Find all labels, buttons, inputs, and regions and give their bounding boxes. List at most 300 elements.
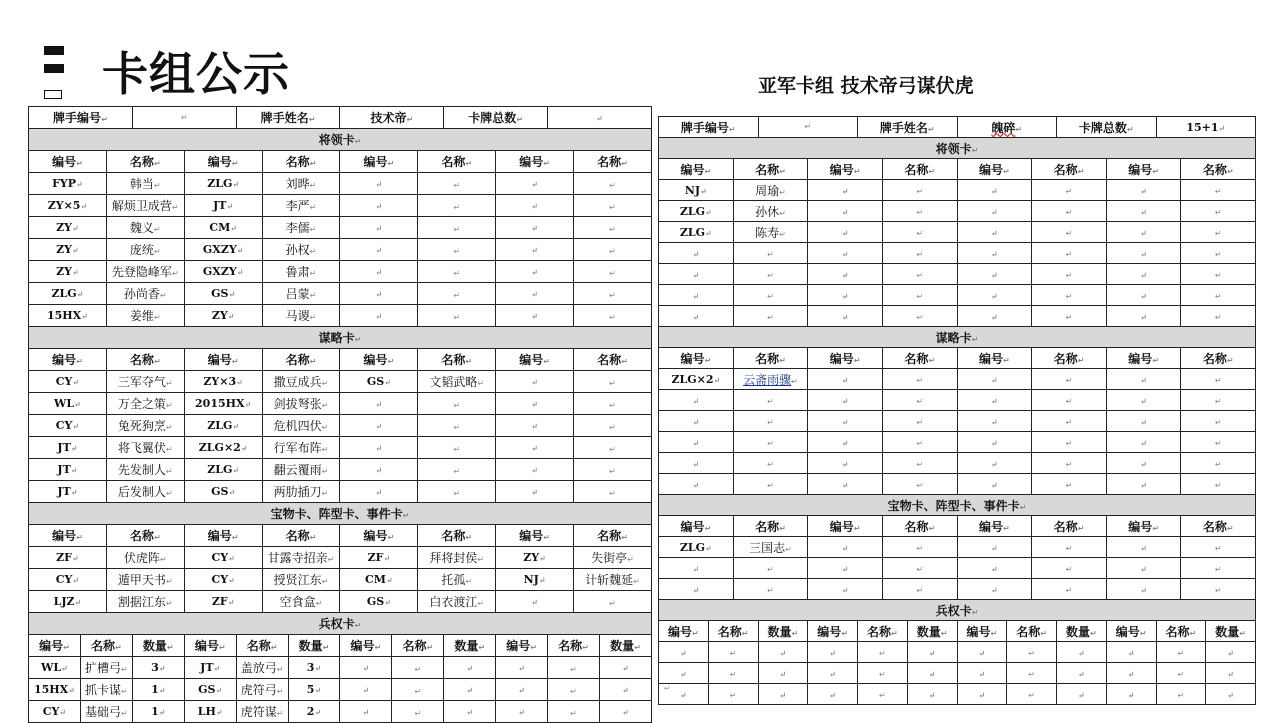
card-quantity: 5↵ (288, 679, 340, 701)
card-code: ↵ (1106, 432, 1181, 453)
card-name: ↵ (574, 459, 652, 481)
card-code: ↵ (808, 579, 883, 600)
card-code: ↵ (1106, 558, 1181, 579)
card-name: 行军布阵↵ (262, 437, 340, 459)
strategy-header-row (659, 348, 1256, 369)
qty-header: 数量↵ (132, 635, 184, 657)
card-code: ZY×5↵ (29, 195, 107, 217)
weapon-header-row (659, 621, 1256, 642)
card-quantity: ↵ (907, 663, 957, 684)
card-name: 吕蒙↵ (262, 283, 340, 305)
card-name: ↵ (574, 305, 652, 327)
card-name: ↵ (1181, 411, 1256, 432)
player-name-label: 牌手姓名↵ (236, 107, 340, 129)
card-code: ↵ (340, 283, 418, 305)
strategy-section-row (659, 327, 1256, 348)
code-header: 编号↵ (1106, 348, 1181, 369)
card-code: ↵ (340, 393, 418, 415)
card-name: ↵ (882, 474, 957, 495)
card-code: ↵ (1106, 579, 1181, 600)
card-name: ↵ (733, 243, 808, 264)
code-header: 编号↵ (29, 525, 107, 547)
player-id-label: 牌手编号↵ (659, 117, 759, 138)
name-header: 名称↵ (733, 159, 808, 180)
card-code: GS↵ (340, 591, 418, 613)
card-code: ZLG↵ (184, 415, 262, 437)
card-name: ↵ (1032, 537, 1107, 558)
card-name: ↵ (418, 239, 496, 261)
treasure-section-title: 宝物卡、阵型卡、事件卡↵ (659, 495, 1256, 516)
card-name: ↵ (1181, 579, 1256, 600)
card-name: 两肋插刀↵ (262, 481, 340, 503)
card-name: ↵ (882, 453, 957, 474)
card-name: ↵ (418, 195, 496, 217)
code-header: 编号↵ (1106, 516, 1181, 537)
card-name: ↵ (1032, 432, 1107, 453)
card-name: ↵ (418, 437, 496, 459)
card-code: ↵ (808, 285, 883, 306)
table-row (659, 243, 1256, 264)
code-header: 编号↵ (340, 151, 418, 173)
qty-header: 数量↵ (1057, 621, 1107, 642)
table-row (659, 684, 1256, 705)
code-header: 编号↵ (808, 621, 858, 642)
card-name: ↵ (1181, 264, 1256, 285)
card-code: ↵ (496, 481, 574, 503)
card-code: ↵ (957, 579, 1032, 600)
card-name: ↵ (858, 684, 908, 705)
card-code: GS↵ (184, 283, 262, 305)
card-name: ↵ (1181, 474, 1256, 495)
card-code: ↵ (957, 453, 1032, 474)
name-header: 名称↵ (1032, 516, 1107, 537)
name-header: 名称↵ (1181, 516, 1256, 537)
name-header: 名称↵ (548, 635, 600, 657)
card-code: ↵ (808, 684, 858, 705)
table-row (29, 459, 652, 481)
card-quantity: ↵ (1206, 642, 1256, 663)
card-code: ↵ (659, 285, 734, 306)
strategy-section-title: 谋略卡↵ (29, 327, 652, 349)
table-row (659, 390, 1256, 411)
card-quantity: ↵ (758, 663, 808, 684)
card-name: 伏虎阵↵ (106, 547, 184, 569)
card-name: ↵ (882, 558, 957, 579)
card-name: ↵ (574, 591, 652, 613)
deck-title: 亚军卡组 技术帝弓谋伏虎 (758, 75, 974, 97)
card-name: ↵ (1007, 684, 1057, 705)
card-name: ↵ (1156, 642, 1206, 663)
card-name: ↵ (574, 415, 652, 437)
name-header: 名称↵ (1156, 621, 1206, 642)
card-name: ↵ (882, 432, 957, 453)
name-header: 名称↵ (882, 348, 957, 369)
code-header: 编号↵ (340, 525, 418, 547)
card-code: GXZY↵ (184, 261, 262, 283)
card-name: ↵ (418, 393, 496, 415)
weapon-section-title: 兵权卡↵ (29, 613, 652, 635)
card-name: ↵ (1181, 222, 1256, 243)
card-code: ↵ (957, 684, 1007, 705)
card-name: 后发制人↵ (106, 481, 184, 503)
card-name: 空食盒↵ (262, 591, 340, 613)
card-name: ↵ (548, 657, 600, 679)
table-row (29, 217, 652, 239)
card-name: ↵ (733, 285, 808, 306)
card-name: ↵ (733, 474, 808, 495)
card-name: 将飞翼伏↵ (106, 437, 184, 459)
name-header: 名称↵ (1032, 159, 1107, 180)
name-header: 名称↵ (106, 349, 184, 371)
card-code: ↵ (340, 305, 418, 327)
card-code: FYP↵ (29, 173, 107, 195)
card-name: 遁甲天书↵ (106, 569, 184, 591)
card-code: ↵ (957, 663, 1007, 684)
card-code: ↵ (1106, 369, 1181, 390)
code-header: 编号↵ (29, 151, 107, 173)
card-code: CY↵ (184, 569, 262, 591)
card-code: CY↵ (184, 547, 262, 569)
code-header: 编号↵ (957, 348, 1032, 369)
card-total-value: 15+1↵ (1156, 117, 1256, 138)
name-header: 名称↵ (882, 159, 957, 180)
player-id-label: 牌手编号↵ (29, 107, 133, 129)
card-code: ↵ (1106, 222, 1181, 243)
card-name: ↵ (733, 411, 808, 432)
card-quantity: ↵ (444, 701, 496, 723)
table-row (29, 261, 652, 283)
name-header: 名称↵ (106, 525, 184, 547)
card-code: 15HX↵ (29, 679, 81, 701)
card-name: ↵ (418, 261, 496, 283)
card-name: ↵ (733, 306, 808, 327)
card-code: ↵ (496, 415, 574, 437)
card-name: 万全之策↵ (106, 393, 184, 415)
table-row (659, 432, 1256, 453)
card-code: ↵ (659, 432, 734, 453)
card-name: ↵ (1032, 453, 1107, 474)
card-code: ↵ (340, 437, 418, 459)
card-name: 割据江东↵ (106, 591, 184, 613)
card-code: ↵ (808, 558, 883, 579)
card-code: ↵ (340, 415, 418, 437)
card-code: LH↵ (184, 701, 236, 723)
card-code: ↵ (496, 591, 574, 613)
card-code: CY↵ (29, 569, 107, 591)
card-quantity: ↵ (444, 657, 496, 679)
table-row (659, 663, 1256, 684)
name-header: 名称↵ (882, 516, 957, 537)
table-row (29, 283, 652, 305)
card-total-label: 卡牌总数↵ (1057, 117, 1157, 138)
card-name: ↵ (882, 411, 957, 432)
code-header: 编号↵ (184, 635, 236, 657)
code-header: 编号↵ (496, 635, 548, 657)
card-code: ↵ (1106, 684, 1156, 705)
card-code: ↵ (1106, 453, 1181, 474)
card-name: 剑拔弩张↵ (262, 393, 340, 415)
card-code: ↵ (957, 537, 1032, 558)
card-quantity: ↵ (907, 642, 957, 663)
code-header: 编号↵ (957, 516, 1032, 537)
card-code: CY↵ (29, 701, 81, 723)
code-header: 编号↵ (496, 349, 574, 371)
card-quantity: ↵ (599, 657, 651, 679)
card-code: ↵ (496, 195, 574, 217)
card-code: 15HX↵ (29, 305, 107, 327)
card-code: ↵ (808, 369, 883, 390)
card-name: 文韬武略↵ (418, 371, 496, 393)
card-code: ↵ (496, 261, 574, 283)
strategy-section-row (29, 327, 652, 349)
card-name: 白衣渡江↵ (418, 591, 496, 613)
card-code: ZLG↵ (659, 201, 734, 222)
general-header-row (659, 159, 1256, 180)
card-code: JT↵ (184, 195, 262, 217)
card-name: 孙尚香↵ (106, 283, 184, 305)
card-code: ↵ (808, 390, 883, 411)
card-code: ZLG↵ (659, 222, 734, 243)
card-code: JT↵ (29, 481, 107, 503)
card-name: ↵ (418, 283, 496, 305)
card-code: ↵ (1106, 474, 1181, 495)
card-code: ↵ (659, 264, 734, 285)
card-name: ↵ (858, 663, 908, 684)
logo-bar-2 (44, 64, 64, 73)
card-total-label: 卡牌总数↵ (444, 107, 548, 129)
card-name: 兔死狗烹↵ (106, 415, 184, 437)
card-name: ↵ (574, 239, 652, 261)
card-code: ↵ (957, 201, 1032, 222)
card-code: ↵ (957, 243, 1032, 264)
card-name: 孙权↵ (262, 239, 340, 261)
card-quantity: ↵ (599, 701, 651, 723)
name-header: 名称↵ (1181, 159, 1256, 180)
card-name: ↵ (882, 222, 957, 243)
card-code: CY↵ (29, 415, 107, 437)
card-code: ↵ (496, 371, 574, 393)
card-name: ↵ (392, 679, 444, 701)
card-name: ↵ (418, 173, 496, 195)
qty-header: 数量↵ (444, 635, 496, 657)
card-name: 姜维↵ (106, 305, 184, 327)
treasure-header-row (659, 516, 1256, 537)
card-quantity: ↵ (1206, 684, 1256, 705)
card-name: 三国志↵ (733, 537, 808, 558)
card-code: NJ↵ (496, 569, 574, 591)
name-header: 名称↵ (262, 151, 340, 173)
name-header: 名称↵ (574, 349, 652, 371)
card-name: 云斋雨骤↵ (733, 369, 808, 390)
card-code: ↵ (808, 243, 883, 264)
strategy-section-title: 谋略卡↵ (659, 327, 1256, 348)
card-code: CY↵ (29, 371, 107, 393)
card-name: 失街亭↵ (574, 547, 652, 569)
card-code: ↵ (496, 283, 574, 305)
table-row (29, 547, 652, 569)
card-code: ↵ (1106, 642, 1156, 663)
card-quantity: ↵ (599, 679, 651, 701)
card-name: ↵ (574, 437, 652, 459)
name-header: 名称↵ (262, 525, 340, 547)
card-name: 孙休↵ (733, 201, 808, 222)
general-section-row (29, 129, 652, 151)
table-row (659, 642, 1256, 663)
card-code: ↵ (808, 222, 883, 243)
card-code: ZLG↵ (184, 459, 262, 481)
weapon-section-row (29, 613, 652, 635)
qty-header: 数量↵ (599, 635, 651, 657)
page-title: 卡组公示 (102, 47, 290, 101)
right-decklist-table (658, 116, 1256, 705)
card-code: ↵ (340, 261, 418, 283)
card-name: 刘晔↵ (262, 173, 340, 195)
card-name: ↵ (418, 305, 496, 327)
card-name: ↵ (1032, 222, 1107, 243)
card-code: ZF↵ (184, 591, 262, 613)
table-row (29, 415, 652, 437)
card-name: ↵ (392, 657, 444, 679)
table-row (659, 369, 1256, 390)
qty-header: 数量↵ (1206, 621, 1256, 642)
card-name: ↵ (733, 264, 808, 285)
card-name: 周瑜↵ (733, 180, 808, 201)
treasure-section-title: 宝物卡、阵型卡、事件卡↵ (29, 503, 652, 525)
card-name: 翻云覆雨↵ (262, 459, 340, 481)
card-code: ↵ (659, 306, 734, 327)
qty-header: 数量↵ (758, 621, 808, 642)
card-name: 盖放弓↵ (236, 657, 288, 679)
card-code: ↵ (496, 701, 548, 723)
name-header: 名称↵ (418, 151, 496, 173)
card-quantity: ↵ (758, 684, 808, 705)
code-header: 编号↵ (340, 635, 392, 657)
table-row (659, 180, 1256, 201)
card-code: ↵ (340, 701, 392, 723)
card-name: ↵ (392, 701, 444, 723)
card-name: ↵ (1032, 390, 1107, 411)
table-row (29, 701, 652, 723)
code-header: 编号↵ (808, 516, 883, 537)
card-code: ZY×3↵ (184, 371, 262, 393)
card-name: 托孤↵ (418, 569, 496, 591)
card-code: 2015HX↵ (184, 393, 262, 415)
card-name: ↵ (418, 459, 496, 481)
card-code: ↵ (496, 305, 574, 327)
general-section-title: 将领卡↵ (29, 129, 652, 151)
table-row (659, 558, 1256, 579)
weapon-section-title: 兵权卡↵ (659, 600, 1256, 621)
info-row (29, 107, 652, 129)
card-name: ↵ (574, 393, 652, 415)
card-total-value: ↵ (548, 107, 652, 129)
player-name-label: 牌手姓名↵ (858, 117, 958, 138)
strategy-header-row (29, 349, 652, 371)
card-name: ↵ (418, 415, 496, 437)
card-name: 虎符谋↵ (236, 701, 288, 723)
card-name: ↵ (1032, 369, 1107, 390)
card-name: 庞统↵ (106, 239, 184, 261)
table-row (659, 306, 1256, 327)
card-code: ↵ (808, 474, 883, 495)
card-code: ↵ (659, 453, 734, 474)
card-name: ↵ (574, 371, 652, 393)
card-name: ↵ (548, 679, 600, 701)
card-code: ↵ (957, 264, 1032, 285)
card-code: ↵ (496, 173, 574, 195)
card-name: ↵ (1032, 558, 1107, 579)
card-name: 先登隐峰军↵ (106, 261, 184, 283)
card-quantity: 1↵ (132, 701, 184, 723)
card-code: ↵ (496, 217, 574, 239)
card-code: ↵ (496, 393, 574, 415)
table-row (659, 579, 1256, 600)
card-name: 李儒↵ (262, 217, 340, 239)
code-header: 编号↵ (184, 349, 262, 371)
card-code: GXZY↵ (184, 239, 262, 261)
card-code: GS↵ (184, 679, 236, 701)
card-quantity: ↵ (1206, 663, 1256, 684)
card-code: ↵ (659, 411, 734, 432)
player-name-value: 魄碎↵ (957, 117, 1057, 138)
stray-paragraph-mark: ↵ (664, 684, 671, 693)
code-header: 编号↵ (957, 159, 1032, 180)
card-code: ZLG↵ (659, 537, 734, 558)
name-header: 名称↵ (858, 621, 908, 642)
info-row (659, 117, 1256, 138)
card-name: 虎符弓↵ (236, 679, 288, 701)
card-name: 魏义↵ (106, 217, 184, 239)
card-name: ↵ (733, 432, 808, 453)
card-name: ↵ (882, 369, 957, 390)
table-row (659, 474, 1256, 495)
card-code: NJ↵ (659, 180, 734, 201)
card-code: ↵ (808, 537, 883, 558)
card-name: 先发制人↵ (106, 459, 184, 481)
card-name: ↵ (1181, 180, 1256, 201)
card-code: ZF↵ (29, 547, 107, 569)
logo-bar-3 (44, 90, 62, 99)
card-code: ↵ (1106, 264, 1181, 285)
card-name: ↵ (1181, 306, 1256, 327)
card-code: ↵ (659, 558, 734, 579)
table-row (659, 201, 1256, 222)
card-name: ↵ (882, 537, 957, 558)
card-name: ↵ (1181, 390, 1256, 411)
code-header: 编号↵ (1106, 159, 1181, 180)
code-header: 编号↵ (184, 151, 262, 173)
card-name: 李严↵ (262, 195, 340, 217)
table-row (29, 569, 652, 591)
card-code: ↵ (957, 369, 1032, 390)
table-row (659, 537, 1256, 558)
table-row (29, 679, 652, 701)
name-header: 名称↵ (418, 525, 496, 547)
card-code: CM↵ (184, 217, 262, 239)
card-code: LJZ↵ (29, 591, 107, 613)
card-code: ↵ (496, 657, 548, 679)
treasure-header-row (29, 525, 652, 547)
card-name: ↵ (733, 558, 808, 579)
table-row (29, 195, 652, 217)
name-header: 名称↵ (236, 635, 288, 657)
table-row (29, 437, 652, 459)
table-row (659, 264, 1256, 285)
card-name: ↵ (574, 283, 652, 305)
card-name: ↵ (574, 217, 652, 239)
card-name: ↵ (708, 642, 758, 663)
card-name: ↵ (733, 390, 808, 411)
